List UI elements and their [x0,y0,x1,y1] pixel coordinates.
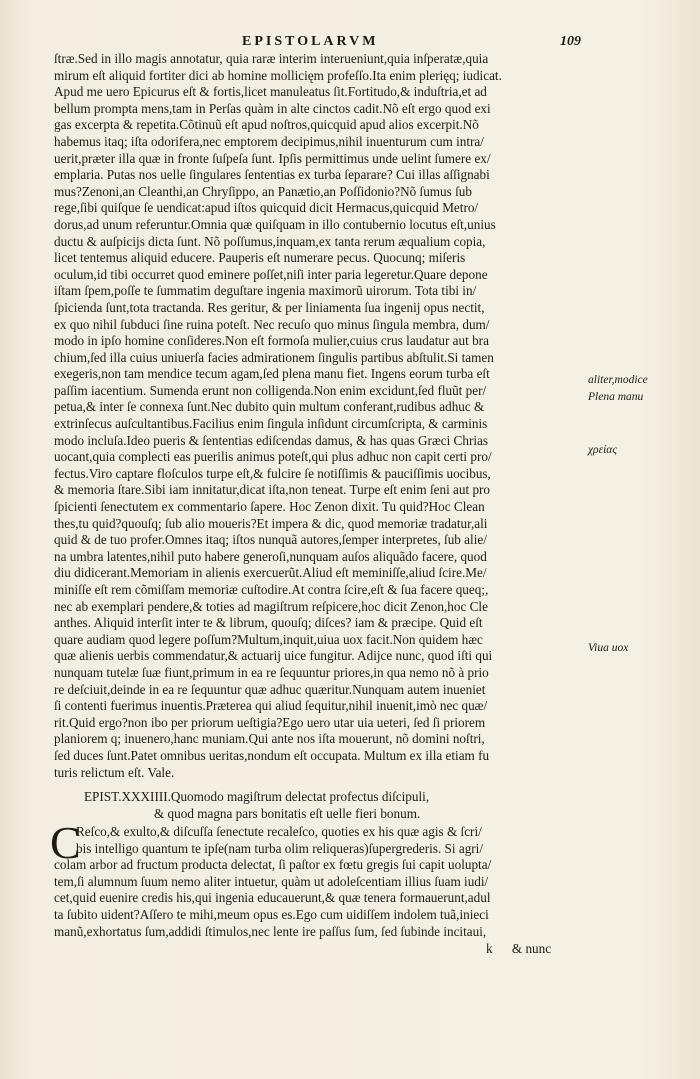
text-line: rit.Quid ergo?non ibo per priorum ueſtigia?Ego uero utar uia ueteri, ſed ſi priorem [54,714,486,730]
epistle-heading-line: EPIST.XXXIIII.Quomodo magiſtrum delectat profectus diſcipuli, [84,789,430,804]
text-line: bis intelligo quantum te ipſe(nam turba olim reliqueras)ſupergrederis. Si agri/ [76,840,484,856]
text-line: rege,ſibi quiſque ſe uendicat:apud iſtos quicquid dicit Hermacus,quicquid Metro/ [54,200,479,216]
epistle-heading [54,789,582,822]
text-line: ſtræ.Sed in illo magis annotatur, quia raræ interim interueniunt,quia inſperatæ,quia [54,51,489,66]
text-line: fectus.Viro captare floſculos turpe eſt,& fulcire ſe notiſſimis & pauciſſimis uocibus, [54,465,491,481]
margin-note: aliter,modice [588,374,648,386]
text-line: quid & de tuo profer.Omnes itaq; iſtos nunquã autores,ſemper interpretes, ſub alie/ [54,532,487,548]
catchword-line [486,941,567,957]
epistle-heading-line: & quod magna pars bonitatis eſt uelle fieri bonum. [154,805,421,821]
signature-mark: k [486,941,493,956]
text-line: tem,ſi alumnum ſuum nemo aliter intuetur, quàm ut adoleſcentiam illius ſuam iudi/ [54,873,489,889]
text-line: mus?Zenoni,an Cleanthi,an Chryſippo, an Panætio,an Poſſidonio?Nõ ſumus ſub [54,183,472,199]
text-line: modo incluſa.Ideo pueris & ſententias ediſcendas damus, & has quas Græci Chrias [54,432,488,448]
text-line: cet,quid euenire credis his,qui ingenia educauerunt,& quæ tenera formauerunt,adul [54,890,491,906]
text-line: miniſſe eſt rem cõmiſſam memoriæ cuſtodire.At contra ſcire,eſt & ſua facere queq;, [54,582,489,597]
page-number: 109 [560,34,581,49]
text-line: ſpicienti ſenectutem ex commentario ſapere. Hoc Zenon dixit. Tu quid?Hoc Clean [54,499,485,515]
text-line: habemus itaq; iſta odorifera,nec emptorem decipimus,nihil inuenturum cum intra/ [54,133,484,149]
text-line: dorus,ad unum referuntur.Omnia quæ quiſquam in illo contubernio locutus eſt,unius [54,216,496,232]
text-line: na umbra latentes,nihil puto habere generoſi,nunquam auſos aliquãdo facere, quod [54,548,487,564]
text-line: ſpicienda ſunt,tota tractanda. Res geritur, & per liniamenta ſua ingenij opus nectit, [54,299,485,315]
text-line: licet tentemus aliquid educere. Pauperis eſt numerare pecus. Quocunq; miſeris [54,250,466,266]
main-text-block [54,51,582,781]
text-line: colam arbor ad fructum producta delectat, ſi paſtor ex fœtu gregis ſui capit uolupta/ [54,857,492,873]
text-line: ta ſubito uident?Aſſero te mihi,meum opus es.Ego cum uidiſſem indolem tuã,inieci [54,906,489,922]
text-line: nunquam tutelæ ſuæ fiunt,primum in ea re ſequuntur priores,in qua nemo nõ à prio [54,664,489,680]
text-line: paſſim iacentium. Sumenda erunt non colligenda.Non enim excidunt,ſed fluũt per/ [54,382,487,398]
text-line: quæ alienis uerbis commendatur,& actuarij uice fungitur. Adijce nunc, quod iſti qui [54,648,493,664]
text-line: turis relictum eſt. Vale. [54,764,175,780]
text-line: oculum,id tibi occurret quod eminere poſſet,niſi inter paria legeretur.Quare depone [54,266,488,282]
text-line: ductu & auſpicijs dicta ſunt. Nõ poſſumus,inquam,ex tanta rerum æqualium copia, [54,233,486,249]
epistle-text-block [54,824,582,940]
text-line: & memoria ſtare.Sibi iam innitatur,dicat iſta,non teneat. Turpe eſt enim ſeni aut pro [54,482,491,498]
catchword: & nunc [511,941,552,956]
margin-note: χρείας [588,444,618,456]
text-line: modo in ipſo homine conſideres.Non eſt formoſa mulier,cuius crus laudatur aut bra [54,333,489,349]
text-line: uocant,quia complecti eas puerilis animus poteſt,qui plus adhuc non capit certi pro/ [54,449,492,465]
text-line: ſi contenti fuerimus inuentis.Præterea qui aliud ſequitur,nihil inuenit,imò nec quæ/ [54,698,488,714]
text-line: re deſciuit,deinde in ea re ſequuntur quæ adhuc quæritur.Nunquam autem inueniet [54,681,486,697]
text-line: diu didicerant.Memoriam in alienis exercuerũt.Aliud eſt meminiſſe,aliud ſcire.Me/ [54,565,487,581]
text-line: exegeris,non tam mendice tecum agam,ſed plena manu fiet. Ingens eorum turba eſt [54,366,490,382]
text-line: bellum prompta mens,tam in Perſas quàm in alte cinctos cadit.Nõ eſt ergo quod exi [54,100,491,116]
text-line: uerit,præter illa quæ in fronte ſuſpeſa ſunt. Ipſis permittimus unde uelint ſumere ex/ [54,150,491,166]
text-line: mirum eſt aliquid fortiter dici ab homine mollicięm profeſſo.Ita enim plerięq; iudicat. [54,67,502,83]
drop-capital: C [50,817,81,868]
text-line: gas excerpta & repetita.Cõtinuũ eſt apud noſtros,quicquid apud alios excerpit.Nõ [54,117,479,133]
margin-note: Plena manu [588,391,644,403]
text-line: anthes. Aliquid interſit inter te & librum, quouſq; diſces? iam & præcipe. Quid eſt [54,615,483,631]
text-line: emplaria. Putas nos uelle ſingulares ſententias ex turba ſeparare? Cui illas aſſignabi [54,167,490,183]
text-line: ex quo nihil ſubduci ſine ruina poteſt. Nec recuſo quo minus ſingula membra, dum/ [54,316,490,332]
text-line: extrinſecus auſcultantibus.Facilius enim ſingula inſidunt circumſcripta, & carminis [54,416,488,432]
text-line: thes,tu quid?quouſq; ſub alio moueris?Et impera & dic, quod memoriæ tradatur,ali [54,515,488,531]
text-line: petua,& inter ſe connexa ſunt.Nec dubito quin multum conferant,rudibus adhuc & [54,399,485,415]
text-line: planiorem q; inuenero,hanc muniam.Qui ante nos iſta mouerunt, nõ domini noſtri, [54,731,485,747]
text-line: manũ,exhortatus ſum,addidi ſtimulos,nec lente ire paſſus ſum, ſed ſubinde incitaui, [54,923,487,939]
text-line: Apud me uero Epicurus eſt & fortis,licet manuleatus ſit.Fortitudo,& induſtria,et ad [54,84,487,100]
text-line: nec ab exemplari pendere,& toties ad magiſtrum reſpicere,hoc dicit Zenon,hoc Cle [54,598,488,614]
text-line: chium,ſed illa cuius uniuerſa facies admirationem ſingulis partibus abſtulit.Si tamen [54,349,494,365]
text-line: ſed duces ſunt.Patet omnibus ueritas,nondum eſt occupata. Multum ex illa etiam fu [54,747,490,763]
text-line: iſtam ſpem,poſſe te ſummatim deguſtare ingenia maximorũ uirorum. Tota tibi in/ [54,283,477,299]
margin-note: Viua uox [588,642,629,654]
running-head: EPISTOLARVM [242,34,379,49]
text-line: quare audiam quod legere poſſum?Multum,inquit,uiua uox facit.Non quidem hæc [54,631,483,647]
text-line: Reſco,& exulto,& diſcuſſa ſenectute recaleſco, quoties ex his quæ agis & ſcri/ [76,824,482,839]
